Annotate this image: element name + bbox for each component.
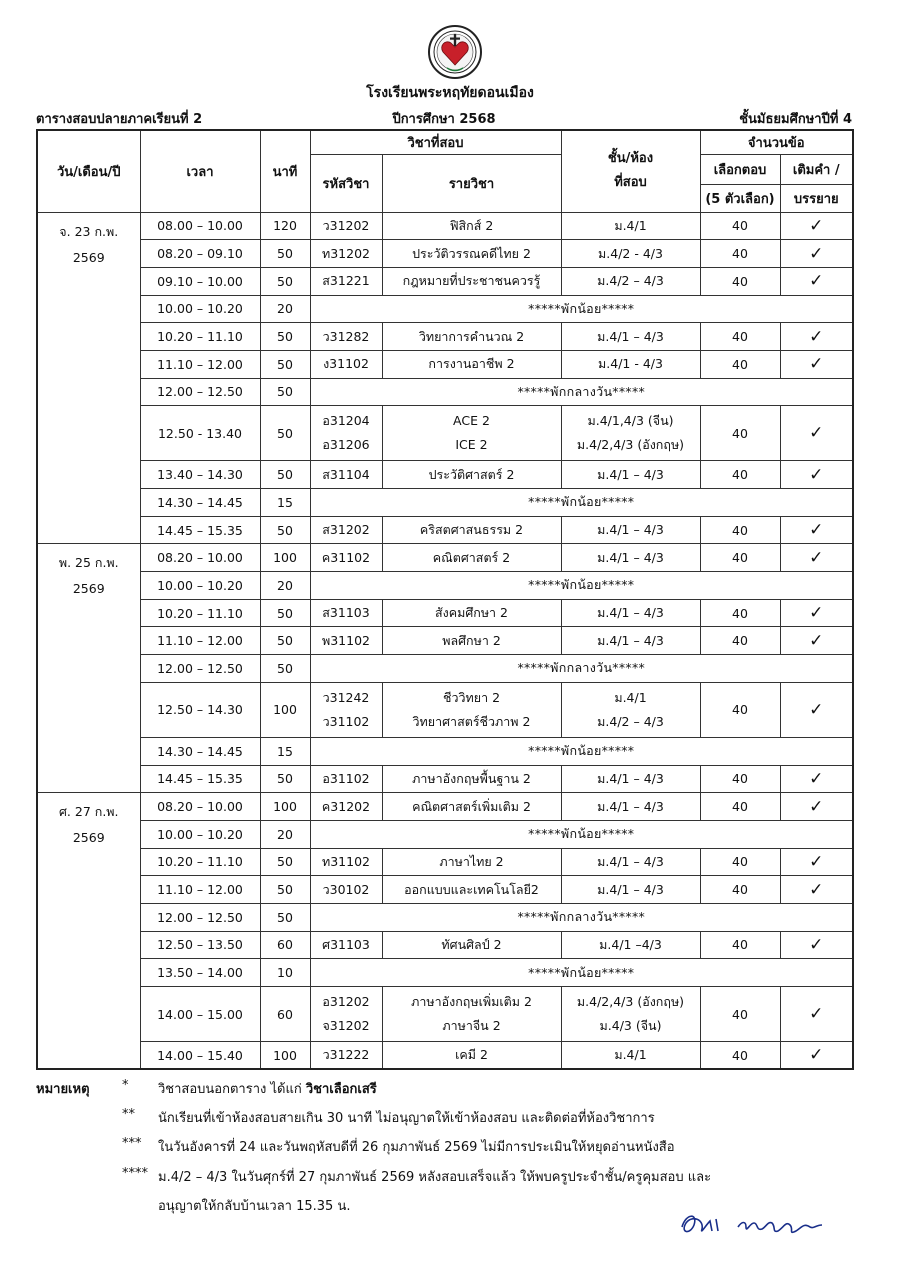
count-cell: 40 xyxy=(700,323,780,351)
check-icon: ✓ xyxy=(780,931,853,959)
break-label: *****พักกลางวัน***** xyxy=(310,655,853,683)
count-cell: 40 xyxy=(700,1042,780,1070)
room-cell: ม.4/1 - 4/3 xyxy=(561,350,700,378)
check-icon: ✓ xyxy=(780,793,853,821)
break-row xyxy=(37,737,853,765)
room-cell: ม.4/1 –4/3 xyxy=(561,931,700,959)
school-logo xyxy=(427,24,483,80)
time-cell: 10.00 – 10.20 xyxy=(140,572,260,600)
table-row xyxy=(37,544,853,572)
check-icon: ✓ xyxy=(780,627,853,655)
room-cell: ม.4/2 - 4/3 xyxy=(561,240,700,268)
count-cell: 40 xyxy=(700,987,780,1042)
table-row xyxy=(37,240,853,268)
minutes-cell: 20 xyxy=(260,295,310,323)
header-written-2: บรรยาย xyxy=(780,184,853,212)
table-row xyxy=(37,461,853,489)
check-icon: ✓ xyxy=(780,323,853,351)
check-icon: ✓ xyxy=(780,406,853,461)
header-subject: รายวิชา xyxy=(382,154,561,212)
time-cell: 10.00 – 10.20 xyxy=(140,820,260,848)
count-cell: 40 xyxy=(700,627,780,655)
count-cell: 40 xyxy=(700,240,780,268)
date-cell: พ. 25 ก.พ. 2569 xyxy=(37,544,140,793)
count-cell: 40 xyxy=(700,406,780,461)
subject-cell: ออกแบบและเทคโนโลยี2 xyxy=(382,876,561,904)
header-date: วัน/เดือน/ปี xyxy=(37,130,140,212)
date-cell: ศ. 27 ก.พ. 2569 xyxy=(37,793,140,1070)
room-cell: ม.4/1 – 4/3 xyxy=(561,544,700,572)
notes-label: หมายเหตุ xyxy=(36,1082,90,1097)
minutes-cell: 50 xyxy=(260,461,310,489)
header-written: เติมคำ / xyxy=(780,154,853,184)
room-cell: ม.4/1 ม.4/2 – 4/3 xyxy=(561,682,700,737)
break-row xyxy=(37,572,853,600)
code-cell: ส31103 xyxy=(310,599,382,627)
minutes-cell: 50 xyxy=(260,350,310,378)
subject-cell: ภาษาอังกฤษเพิ่มเติม 2 ภาษาจีน 2 xyxy=(382,987,561,1042)
code-cell: ค31202 xyxy=(310,793,382,821)
header-time: เวลา xyxy=(140,130,260,212)
time-cell: 08.00 – 10.00 xyxy=(140,212,260,240)
break-label: *****พักน้อย***** xyxy=(310,295,853,323)
table-row xyxy=(37,682,853,737)
minutes-cell: 50 xyxy=(260,406,310,461)
room-cell: ม.4/1 – 4/3 xyxy=(561,516,700,544)
time-cell: 11.10 – 12.00 xyxy=(140,350,260,378)
table-row xyxy=(37,212,853,240)
code-cell: ส31104 xyxy=(310,461,382,489)
table-row xyxy=(37,599,853,627)
break-label: *****พักน้อย***** xyxy=(310,959,853,987)
check-icon: ✓ xyxy=(780,461,853,489)
subject-cell: ฟิสิกส์ 2 xyxy=(382,212,561,240)
table-row xyxy=(37,931,853,959)
table-row xyxy=(37,793,853,821)
code-cell: ท31202 xyxy=(310,240,382,268)
code-cell: ว30102 xyxy=(310,876,382,904)
subject-cell: การงานอาชีพ 2 xyxy=(382,350,561,378)
date-cell: จ. 23 ก.พ. 2569 xyxy=(37,212,140,544)
table-row xyxy=(37,876,853,904)
code-cell: ว31202 xyxy=(310,212,382,240)
room-cell: ม.4/1 xyxy=(561,212,700,240)
subject-cell: ประวัติศาสตร์ 2 xyxy=(382,461,561,489)
count-cell: 40 xyxy=(700,544,780,572)
check-icon: ✓ xyxy=(780,240,853,268)
check-icon: ✓ xyxy=(780,544,853,572)
exam-schedule-table xyxy=(36,129,854,1070)
count-cell: 40 xyxy=(700,765,780,793)
time-cell: 14.45 – 15.35 xyxy=(140,765,260,793)
time-cell: 12.50 – 14.30 xyxy=(140,682,260,737)
count-cell: 40 xyxy=(700,599,780,627)
table-row xyxy=(37,848,853,876)
subject-cell: คณิตศาสตร์ 2 xyxy=(382,544,561,572)
break-row xyxy=(37,295,853,323)
subject-cell: วิทยาการคำนวณ 2 xyxy=(382,323,561,351)
table-row xyxy=(37,267,853,295)
code-cell: ท31102 xyxy=(310,848,382,876)
check-icon: ✓ xyxy=(780,682,853,737)
count-cell: 40 xyxy=(700,350,780,378)
subject-cell: ภาษาไทย 2 xyxy=(382,848,561,876)
header-subject-group: วิชาที่สอบ xyxy=(310,130,561,154)
time-cell: 13.50 – 14.00 xyxy=(140,959,260,987)
subject-cell: คริสตศาสนธรรม 2 xyxy=(382,516,561,544)
subject-cell: คณิตศาสตร์เพิ่มเติม 2 xyxy=(382,793,561,821)
code-cell: พ31102 xyxy=(310,627,382,655)
time-cell: 12.00 – 12.50 xyxy=(140,655,260,683)
count-cell: 40 xyxy=(700,931,780,959)
check-icon: ✓ xyxy=(780,876,853,904)
subject-cell: สังคมศึกษา 2 xyxy=(382,599,561,627)
time-cell: 14.00 – 15.00 xyxy=(140,987,260,1042)
count-cell: 40 xyxy=(700,461,780,489)
subject-cell: เคมี 2 xyxy=(382,1042,561,1070)
minutes-cell: 20 xyxy=(260,572,310,600)
code-cell: ส31221 xyxy=(310,267,382,295)
minutes-cell: 50 xyxy=(260,765,310,793)
break-row xyxy=(37,378,853,406)
time-cell: 10.20 – 11.10 xyxy=(140,599,260,627)
time-cell: 14.30 – 14.45 xyxy=(140,489,260,517)
minutes-cell: 50 xyxy=(260,627,310,655)
minutes-cell: 50 xyxy=(260,876,310,904)
document-header xyxy=(36,108,852,128)
room-cell: ม.4/1,4/3 (จีน) ม.4/2,4/3 (อังกฤษ) xyxy=(561,406,700,461)
header-room: ชั้น/ห้อง ที่สอบ xyxy=(561,130,700,212)
time-cell: 09.10 – 10.00 xyxy=(140,267,260,295)
time-cell: 10.00 – 10.20 xyxy=(140,295,260,323)
subject-cell: ภาษาอังกฤษพื้นฐาน 2 xyxy=(382,765,561,793)
time-cell: 11.10 – 12.00 xyxy=(140,627,260,655)
break-label: *****พักน้อย***** xyxy=(310,820,853,848)
code-cell: ง31102 xyxy=(310,350,382,378)
time-cell: 14.00 – 15.40 xyxy=(140,1042,260,1070)
time-cell: 08.20 – 10.00 xyxy=(140,793,260,821)
minutes-cell: 50 xyxy=(260,655,310,683)
check-icon: ✓ xyxy=(780,212,853,240)
minutes-cell: 50 xyxy=(260,599,310,627)
break-label: *****พักกลางวัน***** xyxy=(310,903,853,931)
minutes-cell: 100 xyxy=(260,682,310,737)
minutes-cell: 20 xyxy=(260,820,310,848)
count-cell: 40 xyxy=(700,876,780,904)
code-cell: ส31202 xyxy=(310,516,382,544)
academic-year: ปีการศึกษา 2568 xyxy=(392,112,496,127)
code-cell: อ31102 xyxy=(310,765,382,793)
subject-cell: ประวัติวรรณคดีไทย 2 xyxy=(382,240,561,268)
check-icon: ✓ xyxy=(780,267,853,295)
break-row xyxy=(37,820,853,848)
minutes-cell: 50 xyxy=(260,240,310,268)
subject-cell: ACE 2 ICE 2 xyxy=(382,406,561,461)
count-cell: 40 xyxy=(700,682,780,737)
check-icon: ✓ xyxy=(780,1042,853,1070)
table-row xyxy=(37,350,853,378)
code-cell: ว31282 xyxy=(310,323,382,351)
grade-level: ชั้นมัธยมศึกษาปีที่ 4 xyxy=(739,112,852,127)
room-cell: ม.4/1 – 4/3 xyxy=(561,627,700,655)
table-row xyxy=(37,323,853,351)
code-cell: ว31222 xyxy=(310,1042,382,1070)
room-cell: ม.4/1 – 4/3 xyxy=(561,765,700,793)
header-mc: เลือกตอบ xyxy=(700,154,780,184)
count-cell: 40 xyxy=(700,848,780,876)
room-cell: ม.4/2 – 4/3 xyxy=(561,267,700,295)
count-cell: 40 xyxy=(700,793,780,821)
time-cell: 13.40 – 14.30 xyxy=(140,461,260,489)
break-row xyxy=(37,903,853,931)
time-cell: 12.00 – 12.50 xyxy=(140,378,260,406)
room-cell: ม.4/1 – 4/3 xyxy=(561,599,700,627)
code-cell: อ31204 อ31206 xyxy=(310,406,382,461)
code-cell: อ31202 จ31202 xyxy=(310,987,382,1042)
header-mc-options: (5 ตัวเลือก) xyxy=(700,184,780,212)
check-icon: ✓ xyxy=(780,350,853,378)
break-label: *****พักน้อย***** xyxy=(310,572,853,600)
minutes-cell: 50 xyxy=(260,903,310,931)
time-cell: 10.20 – 11.10 xyxy=(140,848,260,876)
check-icon: ✓ xyxy=(780,599,853,627)
header-minutes: นาที xyxy=(260,130,310,212)
break-label: *****พักน้อย***** xyxy=(310,489,853,517)
minutes-cell: 10 xyxy=(260,959,310,987)
minutes-cell: 100 xyxy=(260,544,310,572)
table-row xyxy=(37,1042,853,1070)
break-row xyxy=(37,489,853,517)
room-cell: ม.4/1 – 4/3 xyxy=(561,461,700,489)
subject-cell: กฎหมายที่ประชาชนควรรู้ xyxy=(382,267,561,295)
time-cell: 08.20 – 10.00 xyxy=(140,544,260,572)
table-row xyxy=(37,627,853,655)
school-name: โรงเรียนพระหฤทัยดอนเมือง xyxy=(366,85,534,101)
minutes-cell: 50 xyxy=(260,378,310,406)
signature xyxy=(676,1205,856,1245)
subject-cell: ชีววิทยา 2 วิทยาศาสตร์ชีวภาพ 2 xyxy=(382,682,561,737)
time-cell: 10.20 – 11.10 xyxy=(140,323,260,351)
break-row xyxy=(37,655,853,683)
subject-cell: ทัศนศิลป์ 2 xyxy=(382,931,561,959)
code-cell: ศ31103 xyxy=(310,931,382,959)
count-cell: 40 xyxy=(700,212,780,240)
room-cell: ม.4/2,4/3 (อังกฤษ) ม.4/3 (จีน) xyxy=(561,987,700,1042)
break-row xyxy=(37,959,853,987)
code-cell: ว31242 ว31102 xyxy=(310,682,382,737)
time-cell: 14.30 – 14.45 xyxy=(140,737,260,765)
table-row xyxy=(37,516,853,544)
room-cell: ม.4/1 xyxy=(561,1042,700,1070)
count-cell: 40 xyxy=(700,516,780,544)
break-label: *****พักกลางวัน***** xyxy=(310,378,853,406)
minutes-cell: 50 xyxy=(260,267,310,295)
room-cell: ม.4/1 – 4/3 xyxy=(561,848,700,876)
check-icon: ✓ xyxy=(780,765,853,793)
minutes-cell: 100 xyxy=(260,793,310,821)
table-row xyxy=(37,987,853,1042)
table-row xyxy=(37,406,853,461)
minutes-cell: 100 xyxy=(260,1042,310,1070)
minutes-cell: 120 xyxy=(260,212,310,240)
time-cell: 12.00 – 12.50 xyxy=(140,903,260,931)
time-cell: 08.20 – 09.10 xyxy=(140,240,260,268)
minutes-cell: 50 xyxy=(260,848,310,876)
time-cell: 12.50 - 13.40 xyxy=(140,406,260,461)
minutes-cell: 60 xyxy=(260,931,310,959)
minutes-cell: 15 xyxy=(260,489,310,517)
room-cell: ม.4/1 – 4/3 xyxy=(561,793,700,821)
subject-cell: พลศึกษา 2 xyxy=(382,627,561,655)
minutes-cell: 50 xyxy=(260,323,310,351)
check-icon: ✓ xyxy=(780,987,853,1042)
room-cell: ม.4/1 – 4/3 xyxy=(561,323,700,351)
room-cell: ม.4/1 – 4/3 xyxy=(561,876,700,904)
header-code: รหัสวิชา xyxy=(310,154,382,212)
check-icon: ✓ xyxy=(780,516,853,544)
table-row xyxy=(37,765,853,793)
minutes-cell: 15 xyxy=(260,737,310,765)
minutes-cell: 60 xyxy=(260,987,310,1042)
minutes-cell: 50 xyxy=(260,516,310,544)
header-count-group: จำนวนข้อ xyxy=(700,130,853,154)
count-cell: 40 xyxy=(700,267,780,295)
code-cell: ค31102 xyxy=(310,544,382,572)
time-cell: 12.50 – 13.50 xyxy=(140,931,260,959)
check-icon: ✓ xyxy=(780,848,853,876)
exam-title: ตารางสอบปลายภาคเรียนที่ 2 xyxy=(36,112,203,127)
time-cell: 14.45 – 15.35 xyxy=(140,516,260,544)
break-label: *****พักน้อย***** xyxy=(310,737,853,765)
time-cell: 11.10 – 12.00 xyxy=(140,876,260,904)
